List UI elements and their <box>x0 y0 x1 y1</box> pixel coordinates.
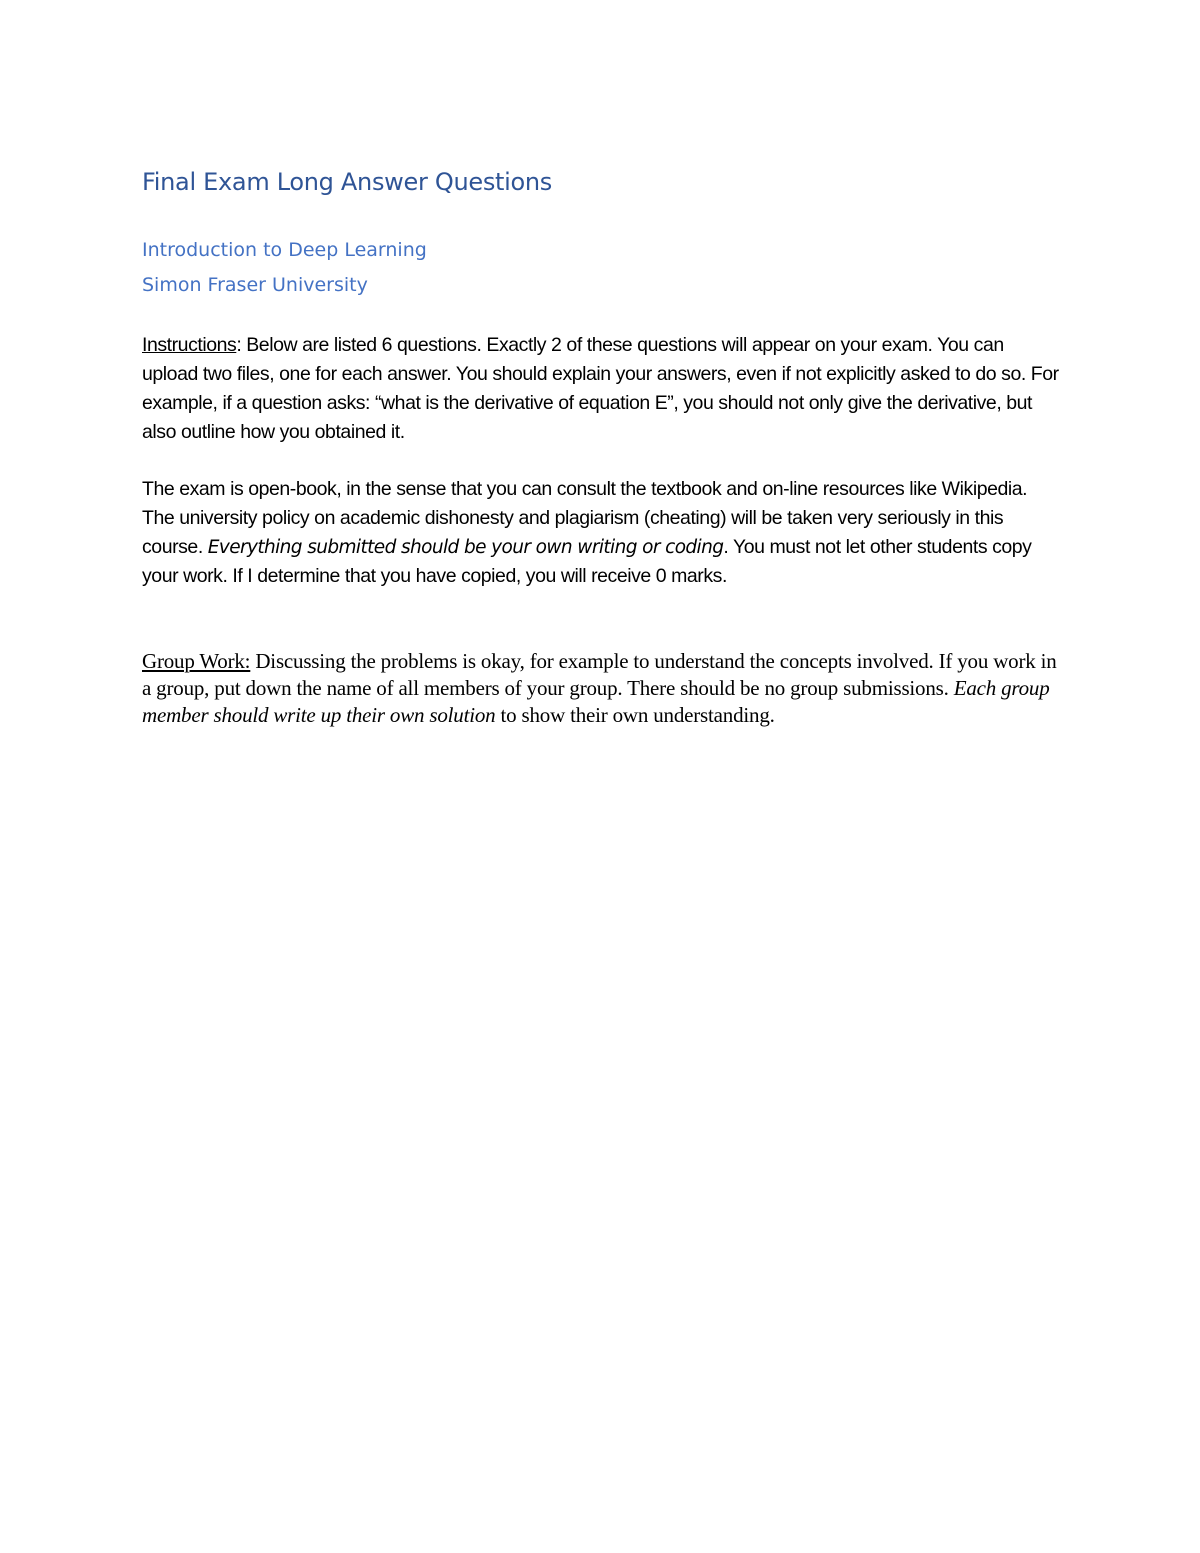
instructions-label: Instructions <box>142 334 237 356</box>
open-book-paragraph <box>142 475 1062 591</box>
document-title: Final Exam Long Answer Questions <box>142 168 553 196</box>
open-book-italic: Everything submitted should be your own writing or coding <box>207 537 724 558</box>
course-name: Introduction to Deep Learning <box>142 239 427 261</box>
instructions-paragraph <box>142 331 1062 447</box>
group-work-text-after: to show their own understanding. <box>495 703 775 727</box>
open-book-text-after: . You must not let other students copy your work. If I determine that you have copied, you will receive 0 marks. <box>142 536 1032 587</box>
instructions-text: : Below are listed 6 questions. Exactly 2 of these questions will appear on your exam. You can upload two files, one for each answer. You should explain your answers, even if not explicitly asked to do so. For example, if a question asks: “what is the derivative of equation E”, you should not only give the derivative, but also outline how you obtained it. <box>142 334 1059 443</box>
group-work-italic: Each group member should write up their own solution <box>142 676 1050 727</box>
group-work-paragraph <box>142 648 1062 729</box>
open-book-text-before: The exam is open-book, in the sense that you can consult the textbook and on-line resources like Wikipedia. The university policy on academic dishonesty and plagiarism (cheating) will be taken very seriously in this course. <box>142 478 1028 558</box>
group-work-label: Group Work: <box>142 649 251 673</box>
group-work-text-before: Discussing the problems is okay, for example to understand the concepts involved. If you work in a group, put down the name of all members of your group. There should be no group submissions. <box>142 649 1057 700</box>
university-name: Simon Fraser University <box>142 274 368 296</box>
